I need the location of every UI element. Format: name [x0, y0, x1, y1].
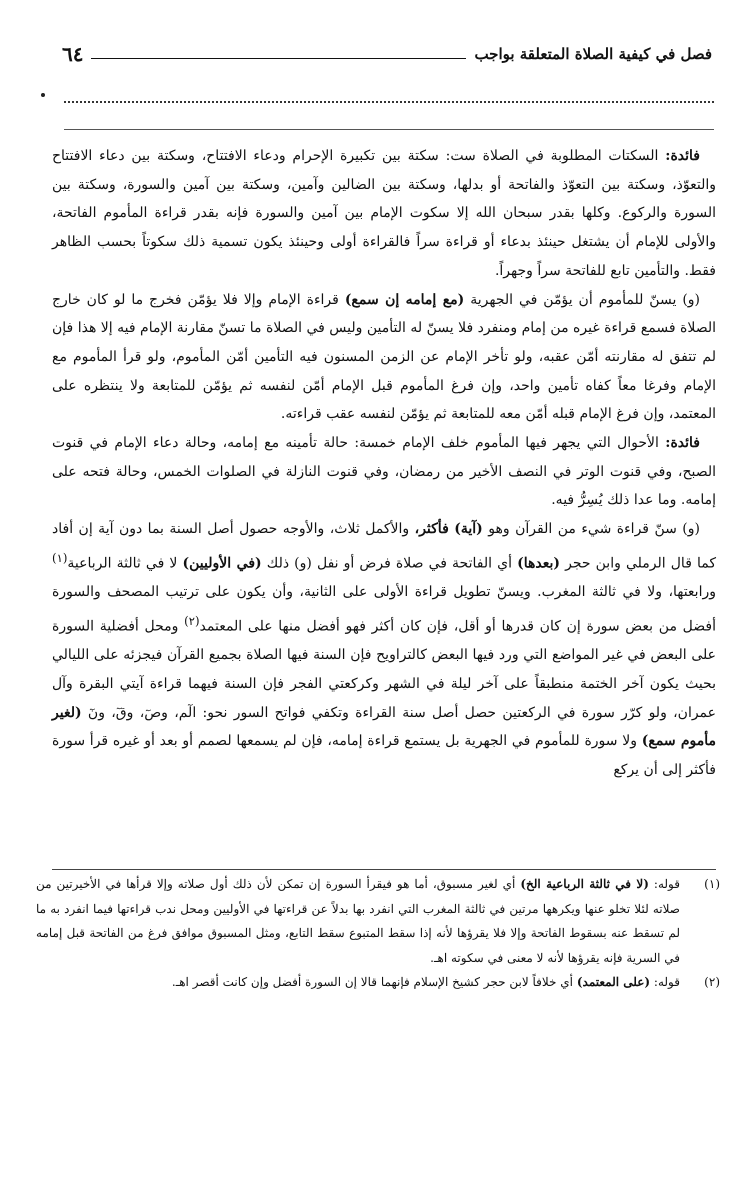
main-text: [52, 142, 716, 785]
paragraph-text: السكتات المطلوبة في الصلاة ست: سكتة بين تكبيرة الإحرام ودعاء الافتتاح، وسكتة بين دعاء الافتتاح والتعوّذ، وسكتة بين التعوّذ والفاتحة أو بدلها، وسكتة بين الضالين وآمين، وسكتة بين آمين والسورة، وسكتة بين السورة والركوع. وكلها بقدر سبحان الله إلا سكوت الإمام بين آمين والسورة فإنه بقدر قراءة المأموم الفاتحة، والأولى للإمام أن يشتغل حينئذ بدعاء أو قراءة سراً فالقراءة أولى وحينئذ يكون تسمية ذلك سكوتاً بحسب الظاهر فقط. والتأمين تابع للفاتحة سراً وجهراً.: [52, 148, 716, 279]
fa-ida-label: فائدة:: [665, 435, 701, 452]
footnote-number: (١): [704, 877, 720, 891]
footnote-2: [36, 970, 720, 995]
dotted-rule: [64, 101, 714, 103]
paragraph-lead: (و) يسنّ للمأموم أن يؤمّن في الجهرية: [470, 291, 700, 308]
paragraph-4: [52, 515, 716, 785]
footnote-text: [36, 970, 680, 995]
footnote-lead: قوله:: [653, 877, 680, 891]
paragraph-text: الأحوال التي يجهر فيها المأموم خلف الإمام خمسة: حالة تأمينه مع إمامه، وحالة دعاء الإمام في قنوت الصبح، وفي قنوت الوتر في النصف الأخير من رمضان، وفي قنوت النازلة في الصلوات الخمس، وحالة فتحه على إمامه. وما عدا ذلك يُسِرُّ فيه.: [52, 435, 716, 509]
stray-dot: [41, 93, 45, 97]
paragraph-text: ومحل أفضلية السورة على البعض في غير المواضع التي ورد فيها البعض كالتراويح فإن السنة فيها الصلاة بجميع القرآن فيجزئه على الليالي بحيث يكون آخر الختمة منطبقاً على آخر ليلة في الشهر وكركعتي الفجر فإن السنة فيهما قراءة آيتي البقرة وآل عمران، ولو كرّر سورة في الركعتين حصل أصل سنة القراءة وتكفي فواتح السور نحو: الٓم، وصٓ، وقٓ، ونٓ: [52, 618, 717, 721]
footnote-quote: (على المعتمد): [576, 975, 651, 989]
paragraph-1: [52, 142, 716, 286]
paragraph-3: [52, 429, 716, 515]
matn-phrase: (لغير مأموم سمع): [52, 704, 717, 750]
footnote-body: أي خلافاً لابن حجر كشيخ الإسلام فإنهما قالا إن السورة أفضل وإن كانت أقصر اهـ.: [171, 975, 574, 989]
matn-phrase: (في الأوليين): [182, 555, 262, 572]
paragraph-text: والأكمل ثلاث، والأوجه حصول أصل السنة بما دون آية إن أفاد كما قال الرملي وابن حجر: [52, 521, 717, 572]
top-rule: [64, 129, 714, 130]
footnote-rule: [52, 869, 716, 870]
footnotes: [36, 872, 720, 995]
paragraph-text: أي الفاتحة في صلاة فرض أو نفل (و) ذلك: [266, 555, 512, 572]
paragraph-text: لا في ثالثة الرباعية: [67, 555, 178, 572]
footnote-body: أي لغير مسبوق، أما هو فيقرأ السورة إن تمكن لأن ذلك أول صلاته وإلا قرأها في الأخيرتين من صلاته لئلا تخلو عنها ويكرهها مرتين في ثالثة المغرب التي انفرد بها بدلاً عن قراءتها في الأوليين ومحل ندب قراءتها فيما انفرد به ما لم تسقط عنه بسقوط الفاتحة وإلا فلا يقرؤها لأنه إذا سقط المتبوع سقط التابع، ومثل المسبوق موافق فرغ من الفاتحة قبل إمامه في السرية فإنه يقرؤها لأنه لا معنى في سكوته اهـ.: [36, 877, 680, 965]
footnote-1: [36, 872, 720, 970]
page-number: ٦٤: [62, 42, 84, 66]
fa-ida-label: فائدة:: [665, 148, 700, 164]
matn-phrase: (مع إمامه إن سمع): [344, 291, 465, 308]
header-rule: [91, 58, 466, 59]
paragraph-text: ولا سورة للمأموم في الجهرية بل يستمع قراءة إمامه، فإن لم يسمعها لصمم أو بعد أو غيره قرأ سورة فأكثر إلى أن يركع: [52, 733, 716, 779]
page-header: [62, 36, 712, 66]
footnote-lead: قوله:: [653, 975, 680, 989]
paragraph-2: [52, 286, 716, 430]
footnote-text: [36, 872, 680, 970]
footnote-quote: (لا في ثالثة الرباعية الخ): [520, 877, 649, 891]
footnote-number: (٢): [704, 975, 720, 989]
footnote-ref-2[interactable]: (٢): [184, 613, 200, 628]
running-title: فصل في كيفية الصلاة المتعلقة بواجب: [474, 45, 712, 63]
paragraph-text: (و) سنّ قراءة شيء من القرآن وهو: [488, 521, 700, 538]
matn-phrase: (بعدها): [517, 555, 560, 572]
paragraph-text: ورابعتها، ولا في ثالثة المغرب. ويسنّ تطويل قراءة الأولى على الثانية، وأن يكون على ترتيب المصحف والسورة أفضل من بعض سورة إن كان قدرها أو أقل، فإن كان أكثر فهو أفضل منها على المعتمد: [52, 584, 716, 635]
matn-phrase: (آية): [454, 521, 483, 538]
matn-phrase: فأكثر،: [414, 521, 449, 538]
footnote-ref-1[interactable]: (١): [52, 550, 68, 565]
paragraph-text: قراءة الإمام وإلا فلا يؤمّن فخرج ما لو كان خارج الصلاة فسمع قراءة غيره من إمام ومنفرد فلا يسنّ له التأمين وليس في الصلاة ما تسنّ مقارنة الإمام فيه إلا هذا فإن لم تتفق له مقارنته أمّن عقبه، ولو تأخر الإمام عن الزمن المسنون فيه التأمين أمّن المأموم، ولو قرأ المأموم مع الإمام وفرغا معاً كفاه تأمين واحد، وإن فرغ المأموم قبل الإمام أمّن لنفسه ثم يؤمّن للمتابعة ولا ينتظره على المعتمد، وإن فرغ الإمام قبله أمّن معه للمتابعة ثم يؤمّن لنفسه عقب قراءته.: [52, 291, 716, 423]
